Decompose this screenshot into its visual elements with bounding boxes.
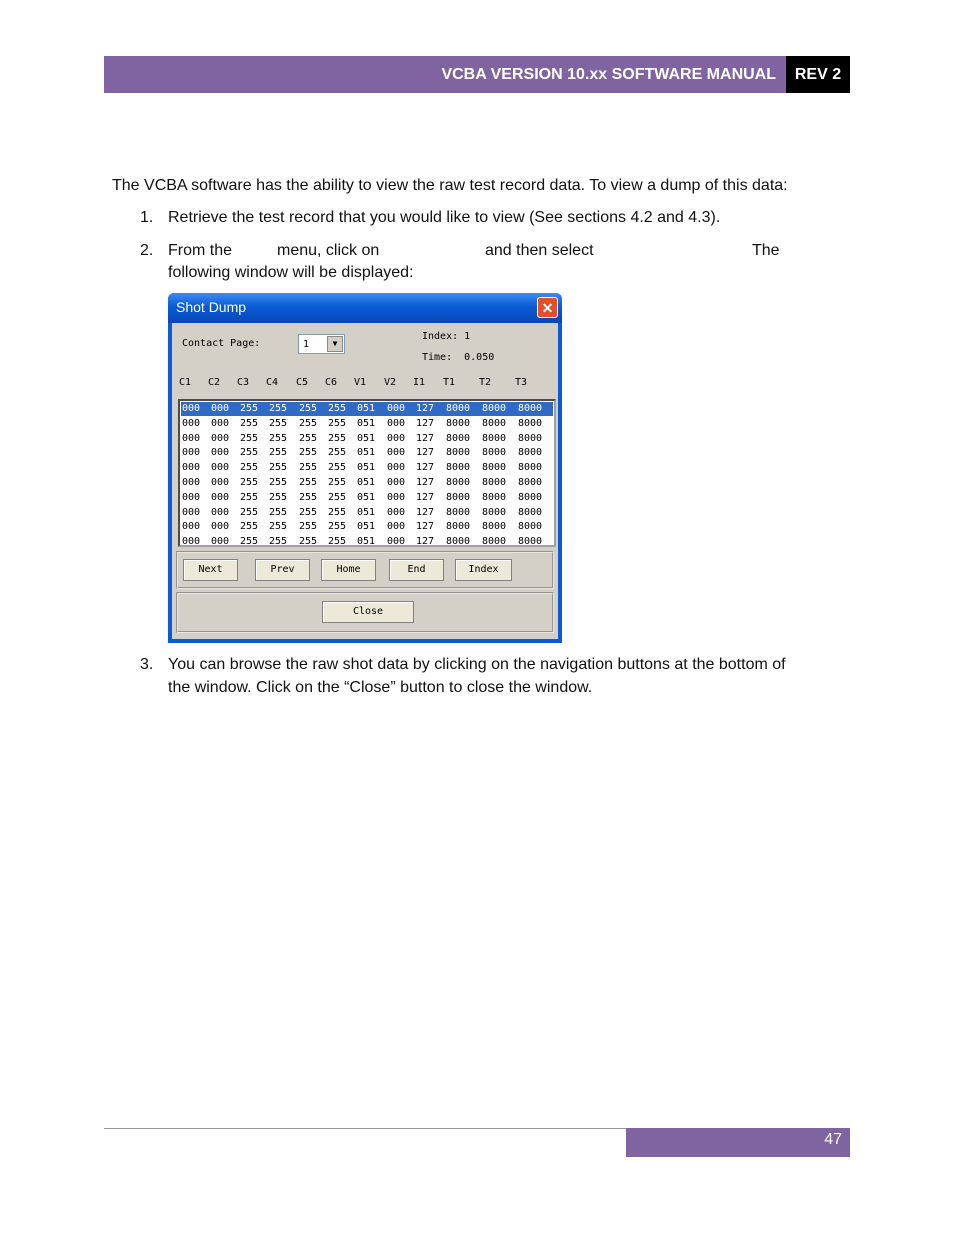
shot-data-list[interactable] [178,399,556,547]
list-item[interactable] [181,417,553,431]
list-cell: 000 [182,506,201,518]
list-cell: 000 [211,432,230,444]
list-cell: 051 [357,432,376,444]
list-cell: 8000 [518,536,543,547]
list-cell: 255 [328,491,347,503]
list-cell: 8000 [518,403,543,414]
list-item[interactable] [181,432,553,446]
list-cell: 255 [240,447,259,459]
list-cell: 8000 [482,403,507,414]
list-cell: 000 [387,447,406,459]
column-header: C2 [208,377,221,388]
column-header: T2 [479,377,492,388]
list-cell: 000 [387,462,406,474]
step-2-text-b: menu, click on [277,242,380,259]
end-button[interactable]: End [389,559,444,581]
step-2-number: 2. [140,242,154,259]
list-cell: 000 [182,447,201,459]
list-cell: 255 [328,506,347,518]
list-cell: 051 [357,477,376,488]
list-cell: 000 [211,477,230,488]
list-cell: 000 [211,417,230,429]
list-cell: 127 [416,432,435,444]
list-cell: 255 [240,491,259,503]
list-cell: 000 [211,491,230,503]
list-cell: 000 [182,491,201,503]
list-cell: 8000 [518,491,543,503]
column-header: C3 [237,377,250,388]
step-2-text-a: From the [168,242,233,259]
list-cell: 000 [387,432,406,444]
list-cell: 127 [416,417,435,429]
step-3-text-line2: the window. Click on the “Close” button to close the window. [168,679,593,696]
list-cell: 255 [328,477,347,488]
list-cell: 8000 [482,491,507,503]
list-cell: 8000 [446,447,471,459]
list-cell: 000 [211,521,230,533]
list-cell: 255 [269,536,288,547]
list-cell: 255 [269,506,288,518]
list-cell: 127 [416,521,435,533]
list-item[interactable] [181,491,553,505]
list-item[interactable] [181,476,553,490]
list-cell: 8000 [518,417,543,429]
contact-page-value: 1 [303,339,310,350]
list-cell: 127 [416,403,435,414]
list-cell: 255 [328,432,347,444]
manual-title: VCBA VERSION 10.xx SOFTWARE MANUAL [441,66,776,83]
column-header: C5 [296,377,309,388]
list-cell: 8000 [482,432,507,444]
list-cell: 8000 [518,477,543,488]
list-cell: 255 [328,403,347,414]
list-cell: 051 [357,447,376,459]
list-cell: 000 [211,536,230,547]
close-button[interactable]: Close [322,601,414,623]
list-cell: 000 [387,417,406,429]
list-cell: 255 [240,462,259,474]
intro-paragraph: The VCBA software has the ability to view the raw test record data. To view a dump of this data: [112,177,788,194]
list-item[interactable] [181,461,553,475]
list-cell: 255 [299,432,318,444]
list-cell: 255 [269,477,288,488]
list-cell: 255 [240,506,259,518]
step-2-text-line2: following window will be displayed: [168,264,414,281]
step-1-text: Retrieve the test record that you would like to view (See sections 4.2 and 4.3). [168,209,721,226]
list-cell: 000 [211,506,230,518]
window-close-button[interactable]: ✕ [537,297,558,318]
list-cell: 8000 [518,506,543,518]
step-3-text-line1: You can browse the raw shot data by clicking on the navigation buttons at the bottom of [168,656,786,673]
list-cell: 8000 [518,447,543,459]
time-readout: Time: 0.050 [422,352,495,363]
list-cell: 255 [269,417,288,429]
close-group [176,592,554,633]
index-button[interactable]: Index [455,559,512,581]
list-cell: 8000 [482,447,507,459]
revision-badge: REV 2 [786,56,850,93]
list-cell: 255 [269,403,288,414]
list-cell: 255 [240,432,259,444]
list-cell: 8000 [446,477,471,488]
list-cell: 000 [387,521,406,533]
list-cell: 051 [357,462,376,474]
list-cell: 255 [269,521,288,533]
contact-page-select[interactable] [298,334,345,354]
list-cell: 000 [387,506,406,518]
list-cell: 255 [269,491,288,503]
list-cell: 8000 [482,536,507,547]
contact-page-label: Contact Page: [182,338,261,349]
list-cell: 8000 [518,462,543,474]
list-cell: 127 [416,477,435,488]
step-2-text-d: The [752,242,780,259]
list-cell: 051 [357,521,376,533]
list-cell: 000 [387,403,406,414]
list-cell: 000 [211,447,230,459]
index-readout: Index: 1 [422,331,471,342]
list-cell: 255 [328,447,347,459]
list-cell: 8000 [518,521,543,533]
list-cell: 255 [299,447,318,459]
list-cell: 000 [211,462,230,474]
list-cell: 000 [182,432,201,444]
list-cell: 000 [182,403,201,414]
list-cell: 8000 [446,536,471,547]
list-item[interactable] [181,446,553,460]
home-button[interactable]: Home [321,559,376,581]
list-cell: 127 [416,506,435,518]
list-cell: 051 [357,491,376,503]
list-cell: 255 [269,432,288,444]
page-number: 47 [824,1131,842,1148]
list-cell: 255 [299,417,318,429]
header-bar [104,56,786,93]
window-client-area [172,323,558,639]
list-cell: 8000 [482,521,507,533]
list-cell: 255 [299,491,318,503]
column-header: C1 [179,377,192,388]
list-cell: 127 [416,536,435,547]
list-cell: 255 [269,462,288,474]
navigation-group [176,551,554,589]
footer-rule [104,1128,626,1129]
column-header: C4 [266,377,279,388]
list-cell: 000 [182,462,201,474]
footer-bar [626,1128,850,1157]
step-3-number: 3. [140,656,154,673]
list-cell: 8000 [446,462,471,474]
list-cell: 255 [328,417,347,429]
list-cell: 255 [299,506,318,518]
list-cell: 8000 [518,432,543,444]
window-titlebar[interactable] [168,293,562,323]
list-cell: 255 [299,477,318,488]
list-cell: 8000 [446,417,471,429]
list-cell: 255 [240,536,259,547]
list-cell: 255 [269,447,288,459]
list-cell: 8000 [482,477,507,488]
list-cell: 255 [299,462,318,474]
chevron-down-icon[interactable]: ▼ [327,336,343,352]
list-cell: 051 [357,403,376,414]
column-header: C6 [325,377,338,388]
list-cell: 000 [387,477,406,488]
window-title: Shot Dump [176,299,247,315]
list-cell: 8000 [446,491,471,503]
list-item[interactable] [181,506,553,520]
list-cell: 000 [182,521,201,533]
list-cell: 000 [182,536,201,547]
list-cell: 255 [328,462,347,474]
next-button[interactable]: Next [183,559,238,581]
shot-dump-window [168,293,562,643]
column-header: I1 [413,377,426,388]
list-cell: 255 [328,521,347,533]
list-cell: 127 [416,447,435,459]
column-header: V1 [354,377,367,388]
list-cell: 8000 [446,432,471,444]
list-item[interactable] [181,535,553,547]
list-item[interactable] [181,402,553,416]
list-cell: 127 [416,462,435,474]
list-cell: 8000 [446,403,471,414]
list-cell: 051 [357,417,376,429]
list-cell: 000 [211,403,230,414]
list-cell: 8000 [482,462,507,474]
prev-button[interactable]: Prev [255,559,310,581]
column-header: V2 [384,377,397,388]
list-cell: 127 [416,491,435,503]
list-item[interactable] [181,520,553,534]
list-cell: 255 [299,521,318,533]
list-cell: 255 [299,403,318,414]
column-header: T3 [515,377,528,388]
list-cell: 8000 [482,506,507,518]
list-cell: 8000 [482,417,507,429]
list-cell: 255 [240,521,259,533]
list-cell: 000 [387,536,406,547]
list-cell: 051 [357,506,376,518]
list-cell: 255 [240,417,259,429]
list-cell: 000 [182,477,201,488]
list-cell: 255 [240,403,259,414]
list-cell: 255 [240,477,259,488]
column-header: T1 [443,377,456,388]
list-cell: 255 [299,536,318,547]
list-cell: 255 [328,536,347,547]
step-2-text-c: and then select [485,242,594,259]
list-cell: 000 [182,417,201,429]
list-cell: 000 [387,491,406,503]
list-cell: 8000 [446,521,471,533]
list-cell: 8000 [446,506,471,518]
list-cell: 051 [357,536,376,547]
step-1-number: 1. [140,209,154,226]
